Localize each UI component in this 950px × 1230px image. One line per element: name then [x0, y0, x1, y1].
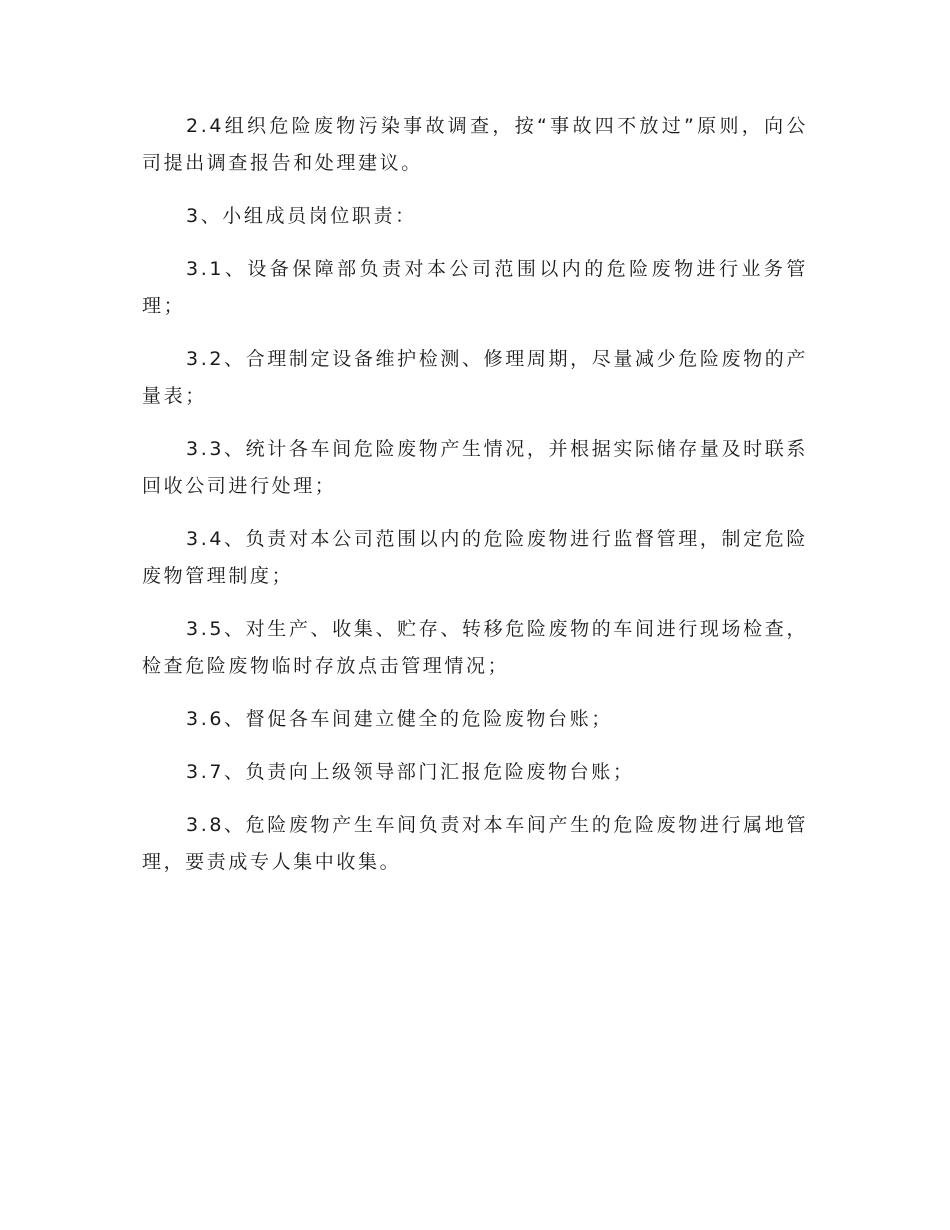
paragraph-incident-investigation: 2.4组织危险废物污染事故调查，按“事故四不放过”原则，向公司提出调查报告和处理建议。: [142, 115, 808, 174]
paragraph-duty-3-6: 3.6、督促各车间建立健全的危险废物台账；: [186, 708, 613, 730]
paragraph-duty-3-8: 3.8、危险废物产生车间负责对本车间产生的危险废物进行属地管理，要责成专人集中收集。: [142, 814, 808, 873]
document-body: [142, 108, 808, 897]
paragraph-section-heading: 3、小组成员岗位职责：: [186, 205, 417, 227]
paragraph-duty-3-1: 3.1、设备保障部负责对本公司范围以内的危险废物进行业务管理；: [142, 258, 808, 317]
paragraph-duty-3-4: 3.4、负责对本公司范围以内的危险废物进行监督管理，制定危险废物管理制度；: [142, 528, 808, 587]
paragraph-duty-3-5: 3.5、对生产、收集、贮存、转移危险废物的车间进行现场检查，检查危险废物临时存放点击管理情况；: [142, 618, 808, 677]
paragraph-duty-3-3: 3.3、统计各车间危险废物产生情况，并根据实际储存量及时联系回收公司进行处理；: [142, 438, 808, 497]
paragraph-duty-3-2: 3.2、合理制定设备维护检测、修理周期，尽量减少危险废物的产量表；: [142, 348, 808, 407]
paragraph-duty-3-7: 3.7、负责向上级领导部门汇报危险废物台账；: [186, 761, 635, 783]
